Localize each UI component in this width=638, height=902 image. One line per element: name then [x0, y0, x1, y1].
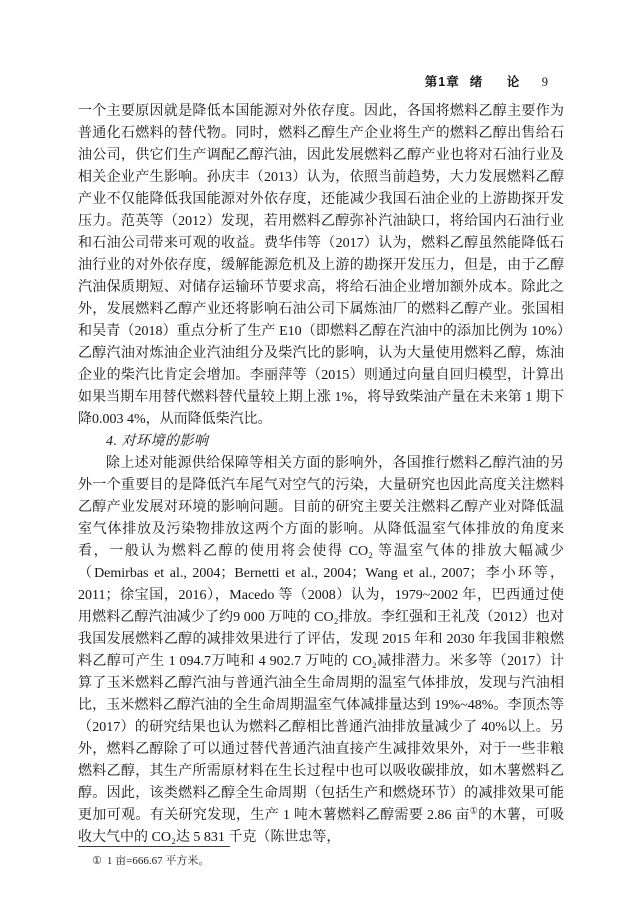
paragraph-text-before-ref: 除上述对能源供给保障等相关方面的影响外，各国推行燃料乙醇汽油的另外一个重要目的是降低汽车尾气对空气的污染，大量研究也因此高度关注燃料乙醇产业发展对环境的影响问题。目前的研究主要关注燃料乙醇产业对降低温室气体排放及污染物排放这两个方面的影响。从降低温室气体排放的角度来看，一般认为燃料乙醇的使用将会使得 CO₂ 等温室气体的排放大幅减少（Demirbas et al., 2004；Bernetti et al., 2004；Wang et al., 2007；李小环等，2011；徐宝国，2016），Macedo 等（2008）认为，1979~2002 年，巴西通过使用燃料乙醇汽油减少了约9 000 万吨的 CO₂排放。李红强和王礼茂（2012）也对我国发展燃料乙醇的减排效果进行了评估，发现 2015 年和 2030 年我国非粮燃料乙醇可产生 1 094.7万吨和 4 902.7 万吨的 CO₂减排潜力。米多等（2017）计算了玉米燃料乙醇汽油与普通汽油全生命周期的温室气体排放，发现与汽油相比，玉米燃料乙醇汽油的全生命周期温室气体减排量达到 19%~48%。李顶杰等（2017）的研究结果也认为燃料乙醇相比普通汽油排放量减少了 40%以上。另外，燃料乙醇除了可以通过替代普通汽油直接产生减排效果外，对于一些非粮燃料乙醇，其生产所需原材料在生长过程中也可以吸收碳排放，如木薯燃料乙醇。因此，该类燃料乙醇全生命周期（包括生产和燃烧环节）的减排效果可能更加可观。有关研究发现，生产 1 吨木薯燃料乙醇需要 2.86 亩	[78, 456, 564, 823]
paragraph-oil-industry-impact: 一个主要原因就是降低本国能源对外依存度。因此，各国将燃料乙醇主要作为普通化石燃料的替代物。同时，燃料乙醇生产企业将生产的燃料乙醇出售给石油公司，供它们生产调配乙醇汽油，因此发展燃料乙醇产业也将对石油行业及相关企业产生影响。孙庆丰（2013）认为，依照当前趋势，大力发展燃料乙醇产业不仅能降低我国能源对外依存度，还能减少我国石油企业的上游勘探开发压力。范英等（2012）发现，若用燃料乙醇弥补汽油缺口，将给国内石油行业和石油公司带来可观的收益。费华伟等（2017）认为，燃料乙醇虽然能降低石油行业的对外依存度，缓解能源危机及上游的勘探开发压力，但是，由于乙醇汽油保质期短、对储存运输环节要求高，将给石油企业增加额外成本。除此之外，发展燃料乙醇产业还将影响石油公司下属炼油厂的燃料乙醇产业。张国相和吴青（2018）重点分析了生产 E10（即燃料乙醇在汽油中的添加比例为 10%）乙醇汽油对炼油企业汽油组分及柴汽比的影响，认为大量使用燃料乙醇，炼油企业的柴汽比肯定会增加。李丽萍等（2015）则通过向量自回归模型，计算出如果当期车用替代燃料替代量较上期上涨 1%，将导致柴油产量在未来第 1 期下降0.003 4%，从而降低柴汽比。	[78, 104, 564, 427]
body-text	[78, 101, 564, 849]
footnote-ref-marker: ①	[469, 805, 479, 816]
paragraph-environment-impact	[78, 453, 564, 849]
running-head-title: 绪 论	[469, 75, 526, 89]
page-number: 9	[541, 75, 548, 89]
section-heading-environment-impact: 4. 对环境的影响	[106, 434, 209, 449]
running-head	[425, 75, 530, 89]
footnote-marker: ①	[92, 855, 102, 867]
footnote-text: 1 亩=666.67 平方米。	[106, 855, 210, 867]
running-head-chapter: 第1章	[424, 75, 460, 89]
footnote	[92, 853, 564, 869]
paragraph-text-after-ref: 的木薯，可吸收大气中的 CO₂达 5 831 千克（陈世忠等，	[78, 808, 564, 845]
footnote-separator	[78, 846, 230, 847]
page-header	[78, 72, 564, 90]
